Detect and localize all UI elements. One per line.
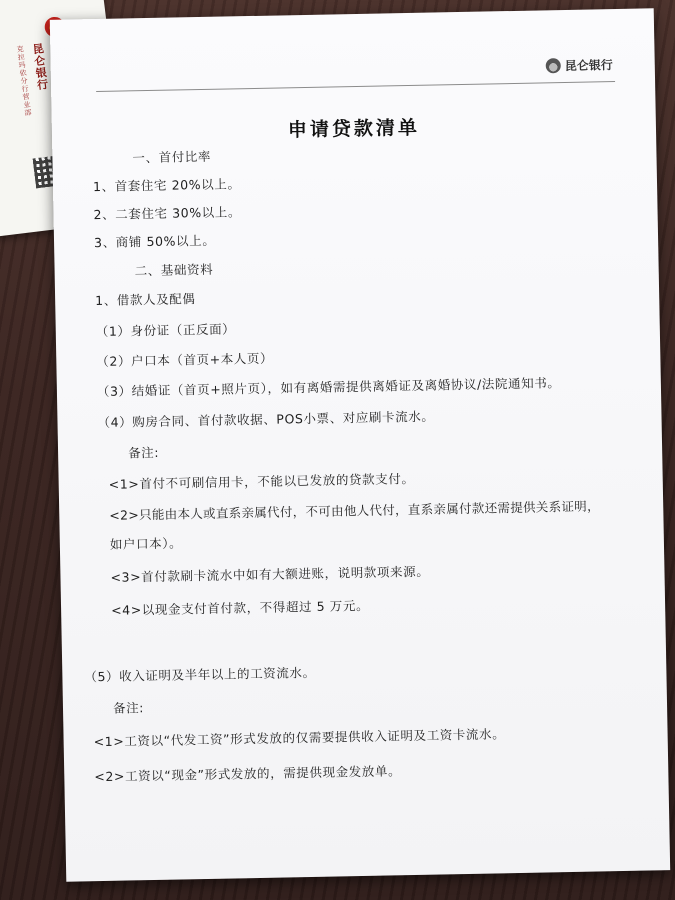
header-logo [546, 56, 613, 74]
section2-heading: 二、基础资料 [134, 261, 214, 279]
section1-heading: 一、首付比率 [132, 148, 212, 166]
header-divider [96, 81, 615, 92]
card-branch: 克拉玛依分行营业部 [15, 44, 33, 118]
note-1-item-1: <1>首付不可刷信用卡，不能以已发放的贷款支付。 [108, 470, 415, 492]
ratio-line-2: 2、二套住宅 30%以上。 [93, 204, 242, 223]
note-2-item-1: <1>工资以“代发工资”形式发放的仅需要提供收入证明及工资卡流水。 [93, 726, 506, 750]
document-page [50, 8, 670, 881]
card-bank-name: 昆仑银行 [30, 42, 50, 92]
ratio-line-1: 1、首套住宅 20%以上。 [92, 176, 241, 195]
doc-item-4: （4）购房合同、首付款收据、POS小票、对应刷卡流水。 [97, 408, 435, 431]
doc-item-3: （3）结婚证（首页+照片页），如有离婚需提供离婚证及离婚协议/法院通知书。 [96, 375, 561, 400]
note-label-1: 备注: [127, 444, 160, 461]
borrower-heading: 1、借款人及配偶 [95, 291, 196, 309]
header-bank-name: 昆仑银行 [564, 58, 613, 73]
document-title: 申请贷款清单 [287, 116, 421, 142]
note-1-item-3: <3>首付款刷卡流水中如有大额进账，说明款项来源。 [110, 563, 430, 585]
doc-item-5: （5）收入证明及半年以上的工资流水。 [84, 664, 316, 685]
bank-logo-icon [546, 58, 561, 73]
note-1-item-4: <4>以现金支付首付款，不得超过 5 万元。 [110, 597, 370, 618]
doc-item-2: （2）户口本（首页+本人页） [96, 350, 274, 370]
doc-item-1: （1）身份证（正反面） [95, 321, 236, 340]
ratio-line-3: 3、商铺 50%以上。 [93, 232, 216, 251]
note-1-item-2: <2>只能由本人或直系亲属代付，不可由他人代付，直系亲属付款还需提供关系证明， [109, 498, 600, 523]
note-label-2: 备注: [112, 700, 145, 716]
note-1-item-2-cont: 如户口本）。 [109, 535, 183, 552]
note-2-item-2: <2>工资以“现金”形式发放的，需提供现金发放单。 [94, 763, 402, 785]
